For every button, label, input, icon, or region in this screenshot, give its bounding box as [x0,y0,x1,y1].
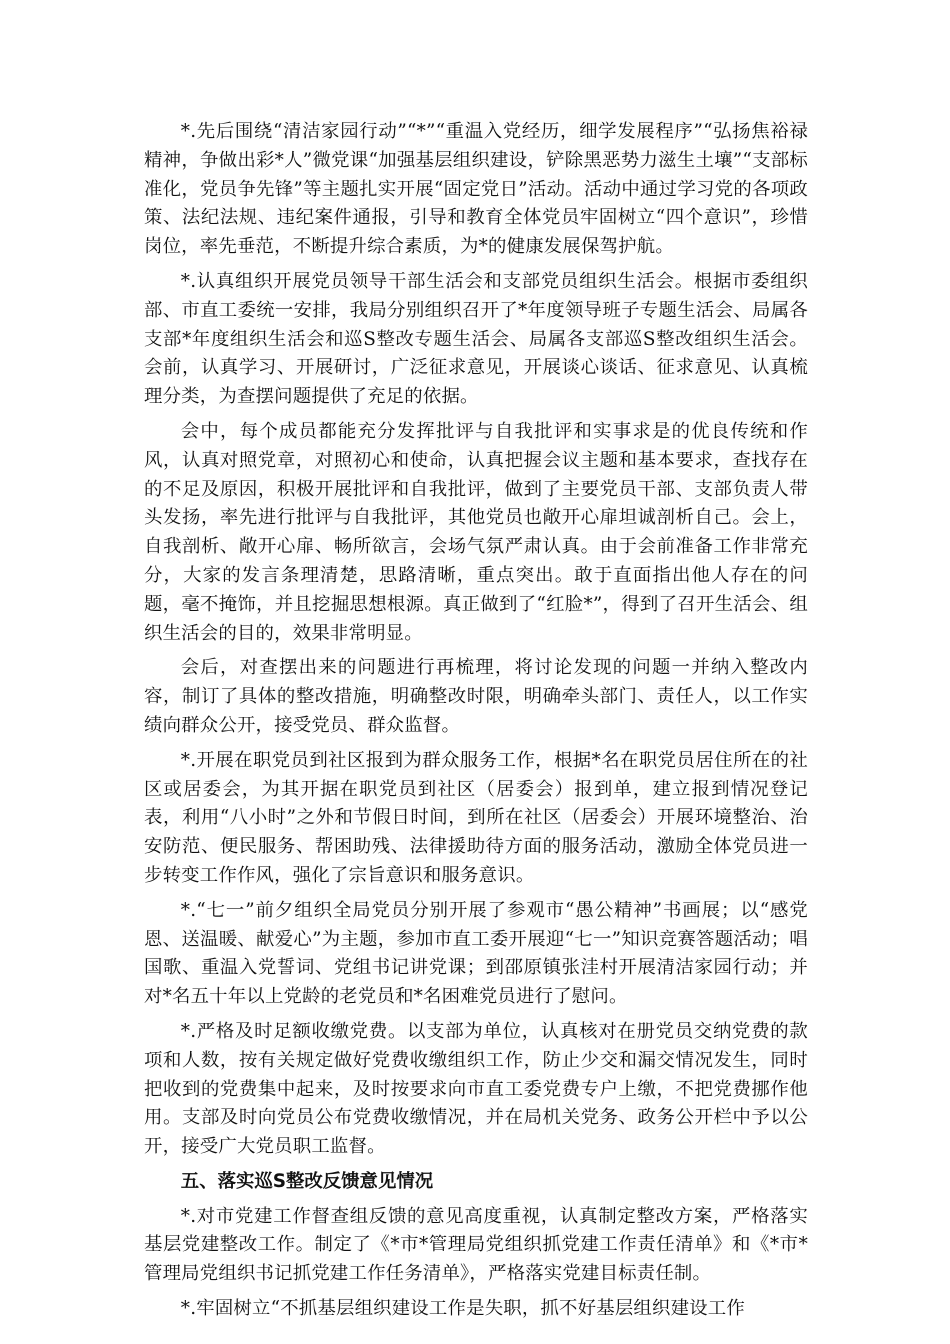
section-heading: 五、落实巡S整改反馈意见情况 [180,1170,434,1192]
paragraph-grassroots: *.牢固树立“不抓基层组织建设工作是失职，抓不好基层组织建设工作 [180,1298,745,1320]
paragraph-fixed-party-day: *.先后围绕“清洁家园行动”“*”“重温入党经历，细学发展程序”“弘扬焦裕禄精神，争做出彩*人”微党课“加强基层组织建设，铲除黑恶势力滋生土壤”“支部标准化，党员争先锋”等主题扎实开展“固定党日”活动。活动中通过学习党的各项政策、法纪法规、违纪案件通报，引导和教育全体党员牢固树立“四个意识”，珍惜岗位，率先垂范，不断提升综合素质，为*的健康发展保驾护航。 [144,121,808,258]
paragraph-community-service: *.开展在职党员到社区报到为群众服务工作，根据*名在职党员居住所在的社区或居委会，为其开据在职党员到社区（居委会）报到单，建立报到情况登记表，利用“八小时”之外和节假日时间，到所在社区（居委会）开展环境整治、治安防范、便民服务、帮困助残、法律援助待方面的服务活动，激励全体党员进一步转变工作作风，强化了宗旨意识和服务意识。 [144,749,808,886]
paragraph-rectification: *.对市党建工作督查组反馈的意见高度重视，认真制定整改方案，严格落实基层党建整改工作。制定了《*市*管理局党组织抓党建工作责任清单》和《*市*管理局党组织书记抓党建工作任务清单》，严格落实党建目标责任制。 [144,1205,808,1285]
paragraph-during-meeting: 会中，每个成员都能充分发挥批评与自我批评和实事求是的优良传统和作风，认真对照党章，对照初心和使命，认真把握会议主题和基本要求，查找存在的不足及原因，积极开展批评和自我批评，做到了主要党员干部、支部负责人带头发扬，率先进行批评与自我批评，其他党员也敞开心扉坦诚剖析自己。会上，自我剖析、敞开心扉、畅所欲言，会场气氛严肃认真。由于会前准备工作非常充分，大家的发言条理清楚，思路清晰，重点突出。敢于直面指出他人存在的问题，毫不掩饰，并且挖掘思想根源。真正做到了“红脸*”，得到了召开生活会、组织生活会的目的，效果非常明显。 [144,420,808,644]
paragraph-life-meetings: *.认真组织开展党员领导干部生活会和支部党员组织生活会。根据市委组织部、市直工委统一安排，我局分别组织召开了*年度领导班子专题生活会、局属各支部*年度组织生活会和巡S整改专题生活会、局属各支部巡S整改组织生活会。会前，认真学习、开展研讨，广泛征求意见，开展谈心谈话、征求意见、认真梳理分类，为查摆问题提供了充足的依据。 [144,270,808,408]
paragraph-july-first: *.“七一”前夕组织全局党员分别开展了参观市“愚公精神”书画展；以“感党恩、送温暖、献爱心”为主题，参加市直工委开展迎“七一”知识竞赛答题活动；唱国歌、重温入党誓词、党组书记讲党课；到邵原镇张洼村开展清洁家园行动；并对*名五十年以上党龄的老党员和*名困难党员进行了慰问。 [144,899,808,1008]
paragraph-after-meeting: 会后，对查摆出来的问题进行再梳理，将讨论发现的问题一并纳入整改内容，制订了具体的整改措施，明确整改时限，明确牵头部门、责任人，以工作实绩向群众公开，接受党员、群众监督。 [144,657,808,736]
paragraph-party-dues: *.严格及时足额收缴党费。以支部为单位，认真核对在册党员交纳党费的款项和人数，按有关规定做好党费收缴组织工作，防止少交和漏交情况发生，同时把收到的党费集中起来，及时按要求向市直工委党费专户上缴，不把党费挪作他用。支部及时向党员公布党费收缴情况，并在局机关党务、政务公开栏中予以公开，接受广大党员职工监督。 [144,1020,808,1158]
document-page [144,118,808,1330]
